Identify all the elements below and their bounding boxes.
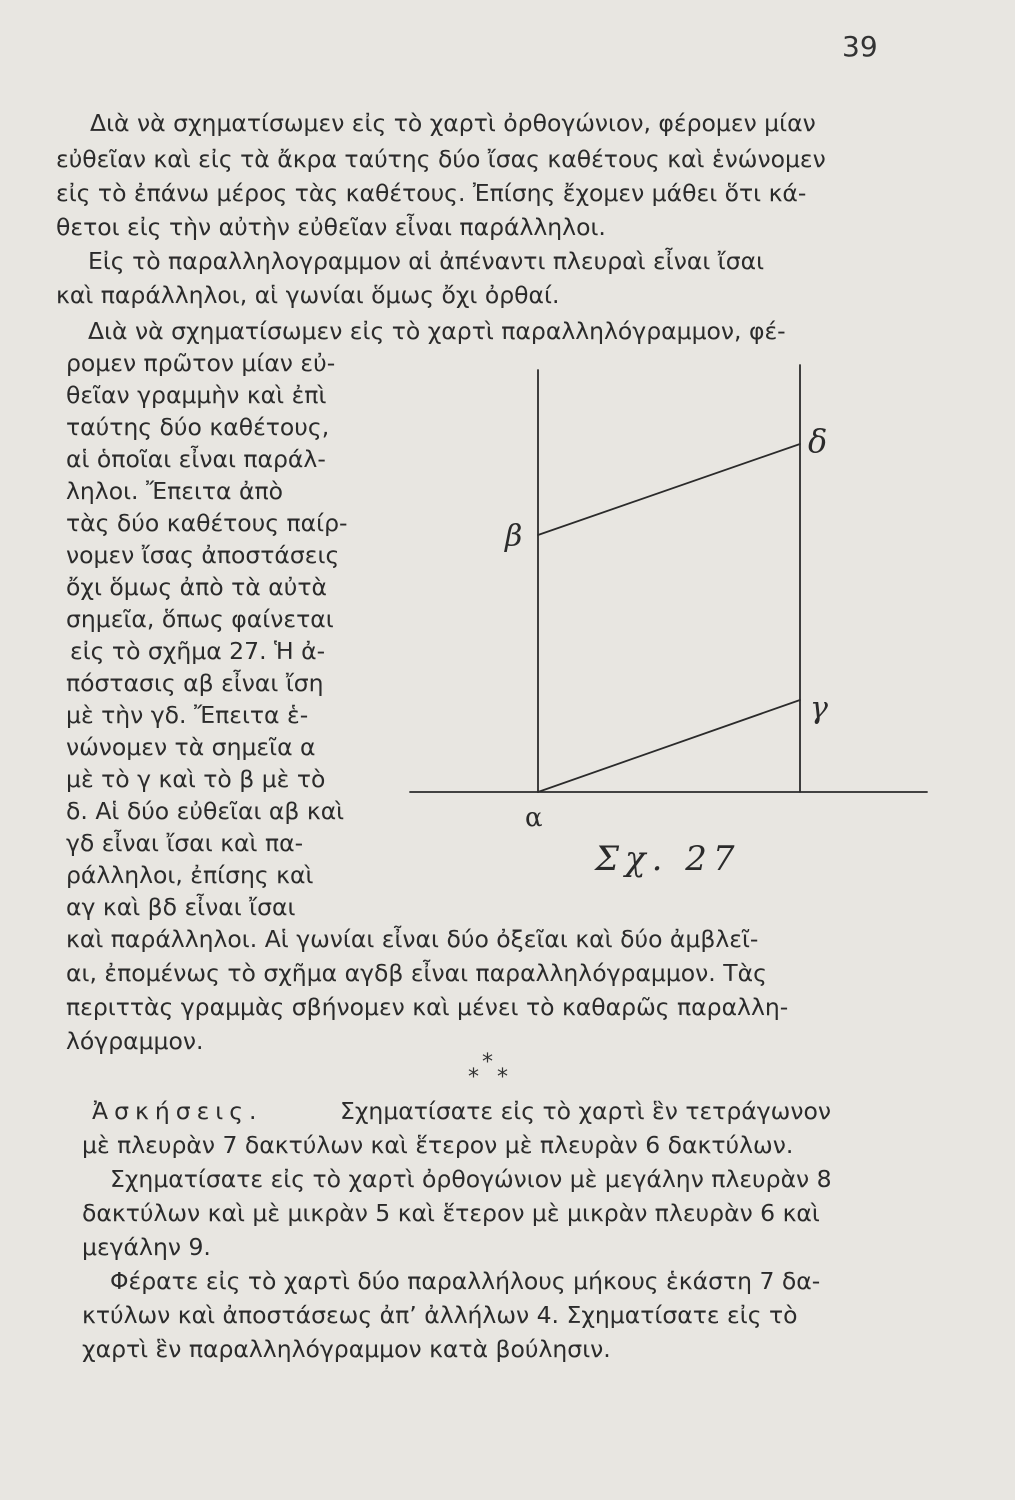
column-line: ληλοι. Ἔπειτα ἀπὸ xyxy=(66,477,284,505)
figure-27 xyxy=(405,360,945,890)
exercises-line: κτύλων καὶ ἀποστάσεως ἀπ’ ἀλλήλων 4. Σχηματίσατε εἰς τὸ xyxy=(82,1301,798,1329)
exercises-line: μὲ πλευρὰν 7 δακτύλων καὶ ἕτερον μὲ πλευρὰν 6 δακτύλων. xyxy=(82,1131,794,1159)
exercises-line: Σχηματίσατε εἰς τὸ χαρτὶ ἓν τετράγωνον xyxy=(340,1097,831,1125)
column-line: νώνομεν τὰ σημεῖα α xyxy=(66,733,316,761)
page-number: 39 xyxy=(842,30,878,63)
text-line: αι, ἐπομένως τὸ σχῆμα αγδβ εἶναι παραλληλόγραμμον. Τὰς xyxy=(66,959,767,987)
column-line: ταύτης δύο καθέτους, xyxy=(66,413,330,441)
exercises-line: Σχηματίσατε εἰς τὸ χαρτὶ ὀρθογώνιον μὲ μεγάλην πλευρὰν 8 xyxy=(110,1165,832,1193)
label-beta: β xyxy=(505,519,523,554)
column-line: γδ εἶναι ἴσαι καὶ πα- xyxy=(66,829,304,857)
text-line: εὐθεῖαν καὶ εἰς τὰ ἄκρα ταύτης δύο ἴσας καθέτους καὶ ἑνώνομεν xyxy=(56,145,826,173)
text-line: Διὰ νὰ σχηματίσωμεν εἰς τὸ χαρτὶ παραλληλόγραμμον, φέ- xyxy=(88,317,786,345)
label-delta: δ xyxy=(808,422,828,460)
label-alpha: α xyxy=(525,803,543,833)
column-line: μὲ τὸ γ καὶ τὸ β μὲ τὸ xyxy=(66,765,326,793)
asterism-star-right: * xyxy=(497,1065,508,1090)
text-line: λόγραμμον. xyxy=(66,1027,204,1055)
figure-caption: Σχ. 27 xyxy=(595,839,741,879)
column-line: αἱ ὁποῖαι εἶναι παράλ- xyxy=(66,445,326,473)
text-line: εἰς τὸ ἐπάνω μέρος τὰς καθέτους. Ἐπίσης ἔχομεν μάθει ὅτι κά- xyxy=(56,179,807,207)
column-line: τὰς δύο καθέτους παίρ- xyxy=(66,509,348,537)
column-line: θεῖαν γραμμὴν καὶ ἐπὶ xyxy=(66,381,327,409)
exercises-heading: Ἀσκήσεις. xyxy=(92,1097,263,1125)
column-line: νομεν ἴσας ἀποστάσεις xyxy=(66,541,340,569)
column-line: ρομεν πρῶτον μίαν εὐ- xyxy=(66,349,336,377)
column-line: πόστασις αβ εἶναι ἴση xyxy=(66,669,324,697)
text-line: Εἰς τὸ παραλληλογραμμον αἱ ἀπέναντι πλευραὶ εἶναι ἴσαι xyxy=(88,247,765,275)
text-line: καὶ παράλληλοι, αἱ γωνίαι ὅμως ὄχι ὀρθαί. xyxy=(56,281,560,309)
exercises-line: μεγάλην 9. xyxy=(82,1233,211,1261)
text-line: θετοι εἰς τὴν αὐτὴν εὐθεῖαν εἶναι παράλληλοι. xyxy=(56,213,606,241)
column-line: ὄχι ὅμως ἀπὸ τὰ αὐτὰ xyxy=(66,573,327,601)
column-line: σημεῖα, ὅπως φαίνεται xyxy=(66,605,334,633)
column-line: μὲ τὴν γδ. Ἔπειτα ἑ- xyxy=(66,701,309,729)
exercises-line: δακτύλων καὶ μὲ μικρὰν 5 καὶ ἕτερον μὲ μικρὰν πλευρὰν 6 καὶ xyxy=(82,1199,820,1227)
text-line: καὶ παράλληλοι. Αἱ γωνίαι εἶναι δύο ὀξεῖαι καὶ δύο ἀμβλεῖ- xyxy=(66,925,759,953)
exercises-line: χαρτὶ ἓν παραλληλόγραμμον κατὰ βούλησιν. xyxy=(82,1335,611,1363)
asterism-star-left: * xyxy=(468,1065,479,1090)
column-line: αγ καὶ βδ εἶναι ἴσαι xyxy=(66,893,296,921)
asterism-star-top: * xyxy=(482,1050,493,1075)
label-gamma: γ xyxy=(810,691,828,726)
column-line: εἰς τὸ σχῆμα 27. Ἡ ἀ- xyxy=(70,637,326,665)
segment-ag xyxy=(538,700,800,792)
column-line: δ. Αἱ δύο εὐθεῖαι αβ καὶ xyxy=(66,797,345,825)
segment-bd xyxy=(538,444,800,535)
exercises-line: Φέρατε εἰς τὸ χαρτὶ δύο παραλλήλους μήκους ἑκάστη 7 δα- xyxy=(110,1267,821,1295)
figure-27-diagram xyxy=(405,360,945,890)
text-line: περιττὰς γραμμὰς σβήνομεν καὶ μένει τὸ καθαρῶς παραλλη- xyxy=(66,993,789,1021)
column-line: ράλληλοι, ἐπίσης καὶ xyxy=(66,861,314,889)
text-line: Διὰ νὰ σχηματίσωμεν εἰς τὸ χαρτὶ ὀρθογώνιον, φέρομεν μίαν xyxy=(90,109,816,137)
